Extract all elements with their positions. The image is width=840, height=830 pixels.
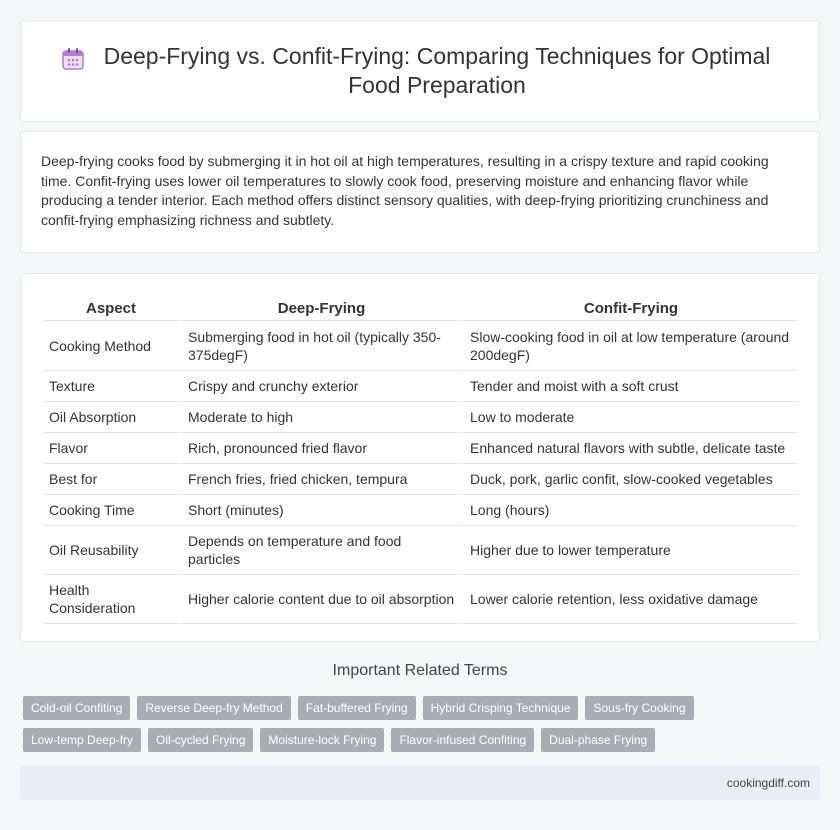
- related-terms-title: Important Related Terms: [332, 662, 508, 679]
- header-card: [20, 20, 820, 122]
- row-deep-frying: Submerging food in hot oil (typically 350-375degF): [179, 321, 461, 371]
- related-term-tag[interactable]: Flavor-infused Confiting: [391, 728, 534, 752]
- row-deep-frying: Rich, pronounced fried flavor: [179, 433, 461, 464]
- table-row: [43, 495, 798, 526]
- row-confit-frying: Tender and moist with a soft crust: [461, 371, 798, 402]
- table-row: [43, 371, 798, 402]
- header-inner: [60, 42, 780, 100]
- table-row: [43, 321, 798, 371]
- row-confit-frying: Lower calorie retention, less oxidative damage: [461, 575, 798, 624]
- related-term-tag[interactable]: Cold-oil Confiting: [23, 696, 130, 720]
- calendar-icon: [60, 46, 86, 72]
- row-confit-frying: Low to moderate: [461, 402, 798, 433]
- row-aspect: Texture: [43, 371, 179, 402]
- row-aspect: Oil Reusability: [43, 526, 179, 575]
- row-aspect: Health Consideration: [43, 575, 179, 624]
- related-term-tag[interactable]: Low-temp Deep-fry: [23, 728, 141, 752]
- related-term-tag[interactable]: Dual-phase Frying: [541, 728, 655, 752]
- related-term-tag[interactable]: Reverse Deep-fry Method: [137, 696, 290, 720]
- row-aspect: Cooking Time: [43, 495, 179, 526]
- footer: [20, 766, 820, 800]
- row-deep-frying: Moderate to high: [179, 402, 461, 433]
- comparison-table: [43, 293, 798, 624]
- table-row: [43, 526, 798, 575]
- row-deep-frying: Crispy and crunchy exterior: [179, 371, 461, 402]
- header-deep-frying: Deep-Frying: [179, 293, 461, 321]
- footer-site-link[interactable]: cookingdiff.com: [726, 776, 810, 790]
- row-confit-frying: Slow-cooking food in oil at low temperature (around 200degF): [461, 321, 798, 371]
- table-row: [43, 402, 798, 433]
- row-deep-frying: French fries, fried chicken, tempura: [179, 464, 461, 495]
- related-term-tag[interactable]: Sous-fry Cooking: [585, 696, 693, 720]
- row-confit-frying: Duck, pork, garlic confit, slow-cooked vegetables: [461, 464, 798, 495]
- row-aspect: Oil Absorption: [43, 402, 179, 433]
- header-confit-frying: Confit-Frying: [461, 293, 798, 321]
- table-header-row: [43, 293, 798, 321]
- row-aspect: Best for: [43, 464, 179, 495]
- row-deep-frying: Higher calorie content due to oil absorption: [179, 575, 461, 624]
- related-term-tag[interactable]: Moisture-lock Frying: [260, 728, 384, 752]
- related-terms-tags: [23, 696, 823, 760]
- row-confit-frying: Higher due to lower temperature: [461, 526, 798, 575]
- intro-card: [20, 131, 820, 253]
- row-deep-frying: Depends on temperature and food particles: [179, 526, 461, 575]
- table-row: [43, 464, 798, 495]
- page-title: Deep-Frying vs. Confit-Frying: Comparing Techniques for Optimal Food Preparation: [103, 43, 771, 98]
- table-row: [43, 433, 798, 464]
- related-term-tag[interactable]: Oil-cycled Frying: [148, 728, 253, 752]
- header-aspect: Aspect: [43, 293, 179, 321]
- row-deep-frying: Short (minutes): [179, 495, 461, 526]
- intro-text: Deep-frying cooks food by submerging it in hot oil at high temperatures, resulting in a crispy texture and rapid cooking time. Confit-frying uses lower oil temperatures to slowly cook food, preserving moisture and enhancing flavor while producing a tender interior. Each method offers distinct sensory qualities, with deep-frying prioritizing crunchiness and confit-frying emphasizing richness and subtlety.: [41, 153, 769, 228]
- related-term-tag[interactable]: Fat-buffered Frying: [298, 696, 416, 720]
- row-aspect: Flavor: [43, 433, 179, 464]
- related-term-tag[interactable]: Hybrid Crisping Technique: [423, 696, 579, 720]
- table-row: [43, 575, 798, 624]
- comparison-card: [20, 273, 820, 642]
- row-confit-frying: Enhanced natural flavors with subtle, delicate taste: [461, 433, 798, 464]
- row-confit-frying: Long (hours): [461, 495, 798, 526]
- row-aspect: Cooking Method: [43, 321, 179, 371]
